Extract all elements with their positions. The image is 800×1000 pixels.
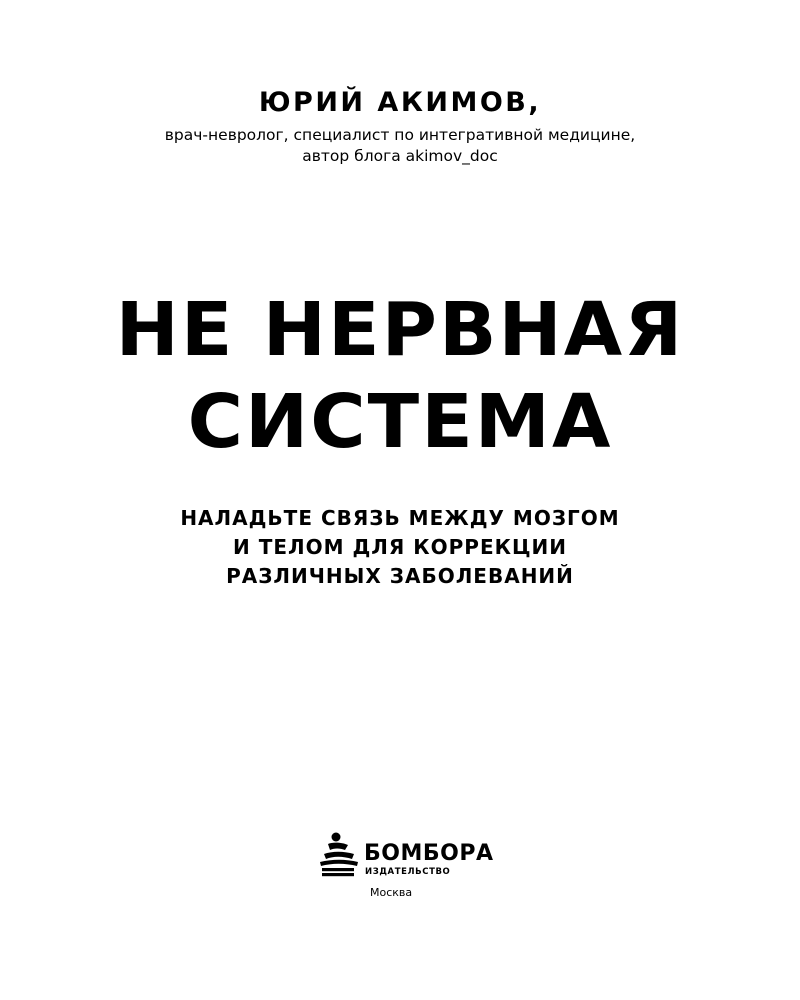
author-description-line-2: автор блога akimov_doc <box>302 147 498 165</box>
book-title-line-1: НЕ НЕРВНАЯ <box>115 287 685 373</box>
bombora-figure-icon <box>318 832 360 880</box>
publisher-city: Москва <box>370 886 413 899</box>
publisher-logo <box>318 830 508 910</box>
book-subtitle-line-3: РАЗЛИЧНЫХ ЗАБОЛЕВАНИЙ <box>226 564 574 588</box>
book-subtitle <box>0 504 800 591</box>
book-title-line-2: СИСТЕМА <box>187 379 613 465</box>
author-block <box>0 86 800 167</box>
book-title <box>0 284 800 468</box>
publisher-name: БОМБОРА <box>364 841 494 866</box>
publisher-tagline: ИЗДАТЕЛЬСТВО <box>365 867 451 877</box>
book-subtitle-line-1: НАЛАДЬТЕ СВЯЗЬ МЕЖДУ МОЗГОМ <box>180 506 620 530</box>
author-name: ЮРИЙ АКИМОВ, <box>258 87 542 118</box>
book-subtitle-line-2: И ТЕЛОМ ДЛЯ КОРРЕКЦИИ <box>233 535 567 559</box>
author-description-line-1: врач-невролог, специалист по интегративной медицине, <box>164 126 636 144</box>
author-description <box>0 125 800 167</box>
